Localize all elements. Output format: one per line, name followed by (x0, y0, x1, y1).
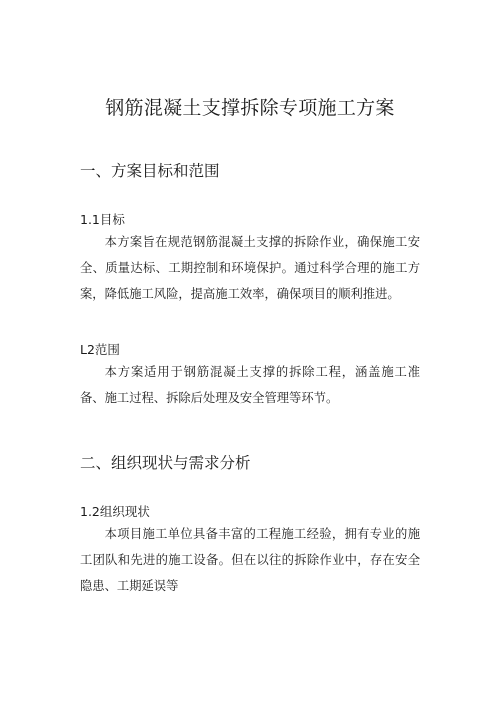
subsection-heading-goals: 1.1目标 (80, 212, 125, 227)
subsection-heading-scope: L2范围 (80, 342, 120, 357)
subsection-heading-org-status: 1.2组织现状 (80, 504, 150, 519)
section-heading-status-analysis: 二、组织现状与需求分析 (80, 454, 251, 472)
section-heading-goals-scope: 一、方案目标和范围 (80, 162, 220, 180)
paragraph-org-status: 本项目施工单位具备丰富的工程施工经验，拥有专业的施工团队和先进的施工设备。但在以往的拆除作业中，存在安全隐患、工期延误等 (80, 527, 420, 593)
paragraph-scope: 本方案适用于钢筋混凝土支撑的拆除工程，涵盖施工准备、施工过程、拆除后处理及安全管理等环节。 (80, 365, 420, 405)
document-title: 钢筋混凝土支撑拆除专项施工方案 (105, 97, 395, 119)
paragraph-goals: 本方案旨在规范钢筋混凝土支撑的拆除作业，确保施工安全、质量达标、工期控制和环境保护。通过科学合理的施工方案，降低施工风险，提高施工效率，确保项目的顺利推进。 (80, 235, 420, 301)
